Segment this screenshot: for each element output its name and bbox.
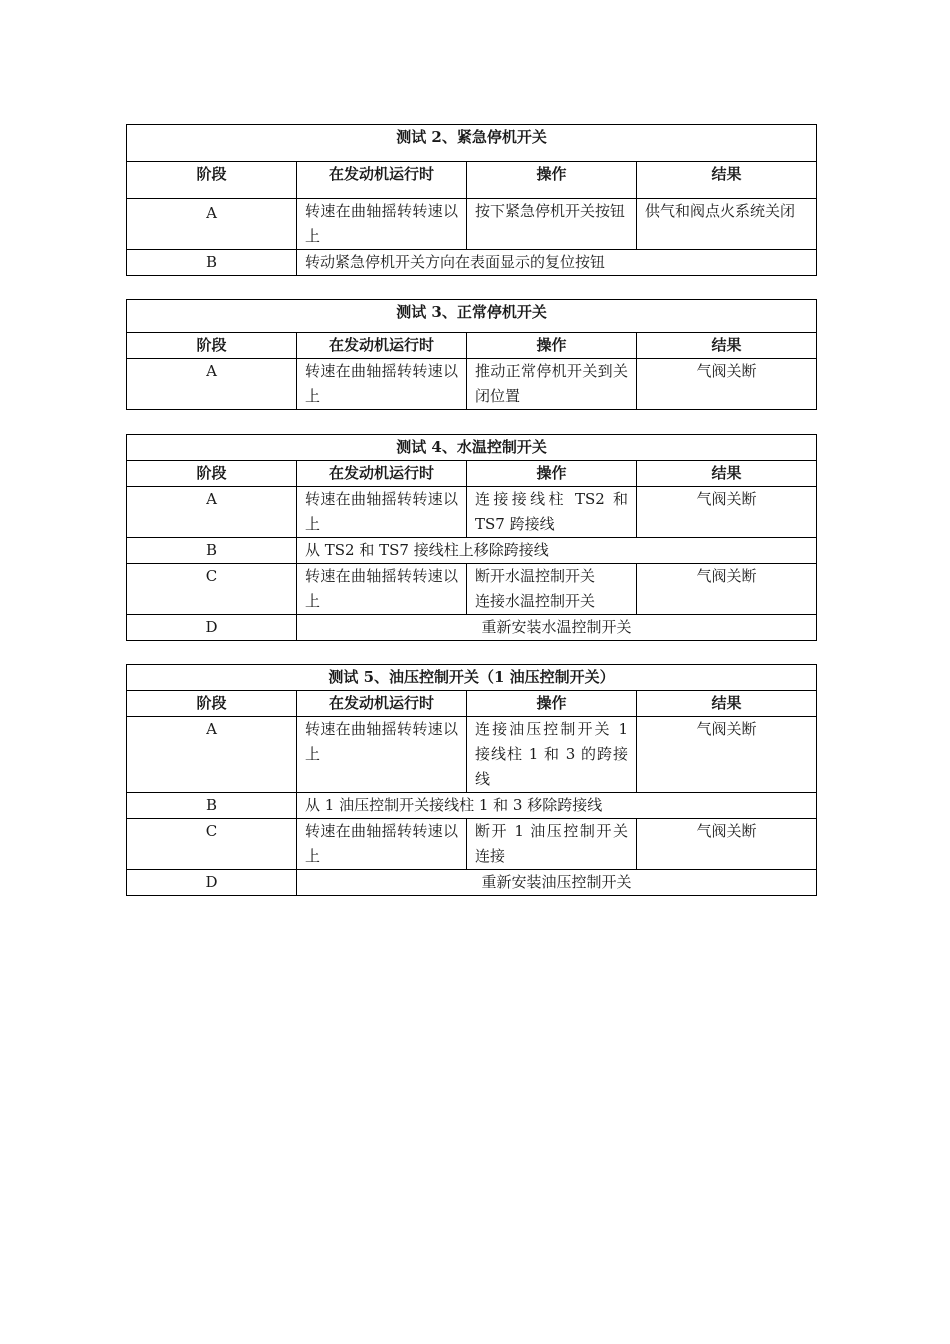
condition-cell: 转速在曲轴摇转转速以上: [297, 717, 467, 793]
table-row: [127, 487, 817, 538]
condition-cell: 转速在曲轴摇转转速以上: [297, 487, 467, 538]
stage-cell: C: [127, 564, 297, 615]
operation-cell: 连接接线柱 TS2 和 TS7 跨接线: [467, 487, 637, 538]
header-operation: 操作: [467, 691, 637, 717]
table-row: [127, 199, 817, 250]
span-cell: 转动紧急停机开关方向在表面显示的复位按钮: [297, 250, 817, 276]
span-cell: 从 1 油压控制开关接线柱 1 和 3 移除跨接线: [297, 793, 817, 819]
result-cell: 供气和阀点火系统关闭: [637, 199, 817, 250]
header-result: 结果: [637, 333, 817, 359]
operation-cell: 连接油压控制开关 1 接线柱 1 和 3 的跨接线: [467, 717, 637, 793]
condition-cell: 转速在曲轴摇转转速以上: [297, 819, 467, 870]
header-result: 结果: [637, 691, 817, 717]
header-operation: 操作: [467, 333, 637, 359]
operation-cell: 推动正常停机开关到关闭位置: [467, 359, 637, 410]
stage-cell: D: [127, 870, 297, 896]
header-engine-running: 在发动机运行时: [297, 162, 467, 199]
table-row: [127, 564, 817, 615]
stage-cell: D: [127, 615, 297, 641]
header-stage: 阶段: [127, 691, 297, 717]
stage-cell: B: [127, 538, 297, 564]
table-row: [127, 615, 817, 641]
test-3-table: [126, 299, 817, 410]
header-engine-running: 在发动机运行时: [297, 691, 467, 717]
operation-cell: 断开 1 油压控制开关连接: [467, 819, 637, 870]
stage-cell: A: [127, 359, 297, 410]
table-title: 测试 5、油压控制开关（1 油压控制开关）: [127, 665, 817, 691]
header-engine-running: 在发动机运行时: [297, 461, 467, 487]
table-row: [127, 819, 817, 870]
span-cell: 从 TS2 和 TS7 接线柱上移除跨接线: [297, 538, 817, 564]
table-row: [127, 793, 817, 819]
header-result: 结果: [637, 461, 817, 487]
header-stage: 阶段: [127, 162, 297, 199]
operation-cell: 按下紧急停机开关按钮: [467, 199, 637, 250]
table-title: 测试 4、水温控制开关: [127, 435, 817, 461]
header-stage: 阶段: [127, 333, 297, 359]
table-row: [127, 870, 817, 896]
stage-cell: B: [127, 793, 297, 819]
result-cell: 气阀关断: [637, 359, 817, 410]
table-title: 测试 2、紧急停机开关: [127, 125, 817, 162]
operation-cell: 断开水温控制开关 连接水温控制开关: [467, 564, 637, 615]
result-cell: 气阀关断: [637, 487, 817, 538]
span-cell: 重新安装油压控制开关: [297, 870, 817, 896]
test-4-table: [126, 434, 817, 641]
table-row: [127, 538, 817, 564]
stage-cell: C: [127, 819, 297, 870]
span-cell: 重新安装水温控制开关: [297, 615, 817, 641]
stage-cell: A: [127, 717, 297, 793]
condition-cell: 转速在曲轴摇转转速以上: [297, 199, 467, 250]
header-engine-running: 在发动机运行时: [297, 333, 467, 359]
condition-cell: 转速在曲轴摇转转速以上: [297, 564, 467, 615]
result-cell: 气阀关断: [637, 564, 817, 615]
header-stage: 阶段: [127, 461, 297, 487]
stage-cell: A: [127, 487, 297, 538]
test-5-table: [126, 664, 817, 896]
stage-cell: B: [127, 250, 297, 276]
result-cell: 气阀关断: [637, 819, 817, 870]
table-row: [127, 717, 817, 793]
header-operation: 操作: [467, 461, 637, 487]
table-title: 测试 3、正常停机开关: [127, 300, 817, 333]
table-row: [127, 250, 817, 276]
test-2-table: [126, 124, 817, 276]
header-operation: 操作: [467, 162, 637, 199]
stage-cell: A: [127, 199, 297, 250]
table-row: [127, 359, 817, 410]
result-cell: 气阀关断: [637, 717, 817, 793]
header-result: 结果: [637, 162, 817, 199]
condition-cell: 转速在曲轴摇转转速以上: [297, 359, 467, 410]
